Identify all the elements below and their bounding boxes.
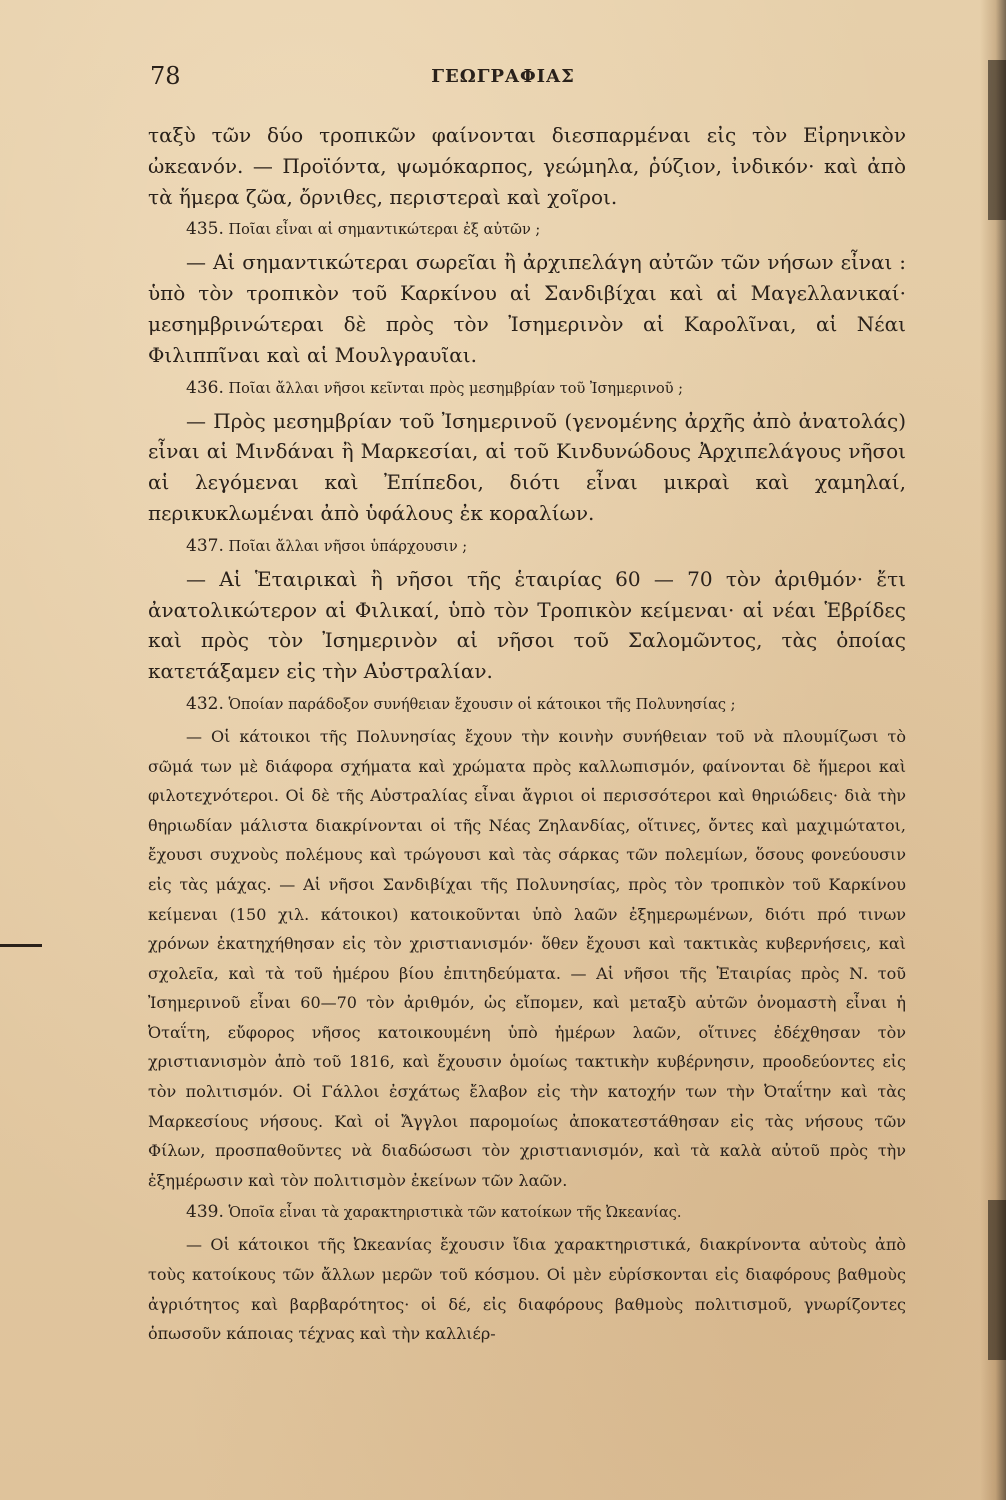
answer-439: — Οἱ κάτοικοι τῆς Ὠκεανίας ἔχουσιν ἴδια χαρακτηριστικά, διακρίνοντα αὐτοὺς ἀπὸ τοὺς κατοίκους τῶν ἄλλων μερῶν τοῦ κόσμου. Οἱ μὲν εὑρίσκονται εἰς διαφόρους βαθμοὺς ἀγριότητος καὶ βαρβαρότητος· οἱ δέ, εἰς διαφόρους βαθμοὺς πολιτισμοῦ, γνωρίζοντες ὁπωσοῦν κάποιας τέχνας καὶ τὴν καλλιέρ- xyxy=(148,1235,906,1344)
answer-435: — Αἱ σημαντικώτεραι σωρεῖαι ἢ ἀρχιπελάγη αὐτῶν τῶν νήσων εἶναι : ὑπὸ τὸν τροπικὸν τοῦ Καρκίνου αἱ Σανδιβίχαι καὶ αἱ Μαγελλανικαί· μεσημβρινώτεραι δὲ πρὸς τὸν Ἰσημερινὸν αἱ Καρολῖναι, αἱ Νέαι Φιλιππῖναι καὶ αἱ Μουλγραυῖαι. xyxy=(148,250,906,367)
question-text: Ποῖαι εἶναι αἱ σημαντικώτεραι ἐξ αὐτῶν ; xyxy=(228,222,541,239)
question-432 xyxy=(186,693,906,716)
question-number: 432. xyxy=(186,693,224,714)
question-text: Ὁποῖα εἶναι τὰ χαρακτηριστικὰ τῶν κατοίκων τῆς Ὠκεανίας. xyxy=(228,1205,682,1222)
question-437 xyxy=(186,535,906,558)
binding-mark xyxy=(988,1200,1006,1360)
question-435 xyxy=(186,218,906,241)
page-edge-shadow xyxy=(980,0,1006,1500)
paragraph-intro: ταξὺ τῶν δύο τροπικῶν φαίνονται διεσπαρμέναι εἰς τὸν Εἰρηνικὸν ὠκεανόν. — Προϊόντα, ψωμόκαρπος, γεώμηλα, ῥύζιον, ἰνδικόν· καὶ ἀπὸ τὰ ἥμερα ζῶα, ὄρνιθες, περιστεραὶ καὶ χοῖροι. xyxy=(148,123,906,209)
question-number: 435. xyxy=(186,219,224,240)
question-number: 437. xyxy=(186,535,224,556)
answer-432: — Οἱ κάτοικοι τῆς Πολυνησίας ἔχουν τὴν κοινὴν συνήθειαν τοῦ νὰ πλουμίζωσι τὸ σῶμά των μὲ διάφορα σχήματα καὶ χρώματα πρὸς καλλωπισμόν, φαίνονται δὲ ἥμεροι καὶ φιλοτεχνότεροι. Οἱ δὲ τῆς Αὐστραλίας εἶναι ἄγριοι οἱ περισσότεροι καὶ θηριώδεις· διὰ τὴν θηριωδίαν μάλιστα διακρίνονται οἱ τῆς Νέας Ζηλανδίας, οἵτινες, ὄντες καὶ μαχιμώτατοι, ἔχουσι συχνοὺς πολέμους καὶ τρώγουσι καὶ τὰς σάρκας τῶν πολεμίων, ὅσους φονεύουσιν εἰς τὰς μάχας. — Αἱ νῆσοι Σανδιβίχαι τῆς Πολυνησίας, πρὸς τὸν τροπικὸν τοῦ Καρκίνου κείμεναι (150 χιλ. κάτοικοι) κατοικοῦνται ὑπὸ λαῶν ἐξημερωμένων, διότι πρό τινων χρόνων ἐκατηχήθησαν εἰς τὸν χριστιανισμόν· ὅθεν ἔχουσι καὶ τακτικὰς κυβερνήσεις, καὶ σχολεῖα, καὶ τὰ τοῦ ἡμέρου βίου ἐπιτηδεύματα. — Αἱ νῆσοι τῆς Ἑταιρίας πρὸς Ν. τοῦ Ἰσημερινοῦ εἶναι 60—70 τὸν ἀριθμόν, ὡς εἴπομεν, καὶ μεταξὺ αὐτῶν ὀνομαστὴ εἶναι ἡ Ὀταΐτη, εὔφορος νῆσος κατοικουμένη ὑπὸ ἡμέρων λαῶν, οἵτινες ἐδέχθησαν τὸν χριστιανισμὸν ἀπὸ τοῦ 1816, καὶ ἔχουσιν ὁμοίως τακτικὴν κυβέρνησιν, προοδεύοντες εἰς τὸν πολιτισμόν. Οἱ Γάλλοι ἐσχάτως ἔλαβον εἰς τὴν κατοχήν των τὴν Ὀταΐτην καὶ τὰς Μαρκεσίους νήσους. Καὶ οἱ Ἄγγλοι παρομοίως ἀποκατεστάθησαν εἰς τὰς νήσους τῶν Φίλων, προσπαθοῦντες νὰ διαδώσωσι τὸν χριστιανισμόν, καὶ τὰ καλὰ αὐτοῦ πρὸς τὴν ἐξημέρωσιν καὶ τὸν πολιτισμὸν ἐκείνων τῶν λαῶν. xyxy=(148,726,906,1190)
page-body xyxy=(148,120,906,1349)
question-text: Ποῖαι ἄλλαι νῆσοι ὑπάρχουσιν ; xyxy=(228,538,468,555)
question-number: 439. xyxy=(186,1202,224,1223)
margin-mark xyxy=(0,944,42,947)
answer-436: — Πρὸς μεσημβρίαν τοῦ Ἰσημερινοῦ (γενομένης ἀρχῆς ἀπὸ ἀνατολάς) εἶναι αἱ Μινδάναι ἢ Μαρκεσίαι, αἱ τοῦ Κινδυνώδους Ἀρχιπελάγους νῆσοι αἱ λεγόμεναι καὶ Ἐπίπεδοι, διότι εἶναι μικραὶ καὶ χαμηλαί, περικυκλωμέναι ἀπὸ ὑφάλους ἐκ κοραλίων. xyxy=(148,408,906,525)
question-number: 436. xyxy=(186,377,224,398)
question-text: Ὁποίαν παράδοξον συνήθειαν ἔχουσιν οἱ κάτοικοι τῆς Πολυνησίας ; xyxy=(228,696,736,713)
running-title: ΓΕΩΓΡΑΦΙΑΣ xyxy=(431,66,575,87)
question-439 xyxy=(186,1201,906,1224)
answer-437: — Αἱ Ἑταιρικαὶ ἢ νῆσοι τῆς ἑταιρίας 60 — 70 τὸν ἀριθμόν· ἔτι ἀνατολικώτερον αἱ Φιλικαί, ὑπὸ τὸν Τροπικὸν κείμεναι· αἱ νέαι Ἑβρίδες καὶ πρὸς τὸν Ἰσημερινὸν αἱ νῆσοι τοῦ Σαλομῶντος, τὰς ὁποίας κατετάξαμεν εἰς τὴν Αὐστραλίαν. xyxy=(148,566,906,684)
question-text: Ποῖαι ἄλλαι νῆσοι κεῖνται πρὸς μεσημβρίαν τοῦ Ἰσημερινοῦ ; xyxy=(228,380,684,397)
question-436 xyxy=(186,377,906,400)
page-number: 78 xyxy=(150,62,181,90)
